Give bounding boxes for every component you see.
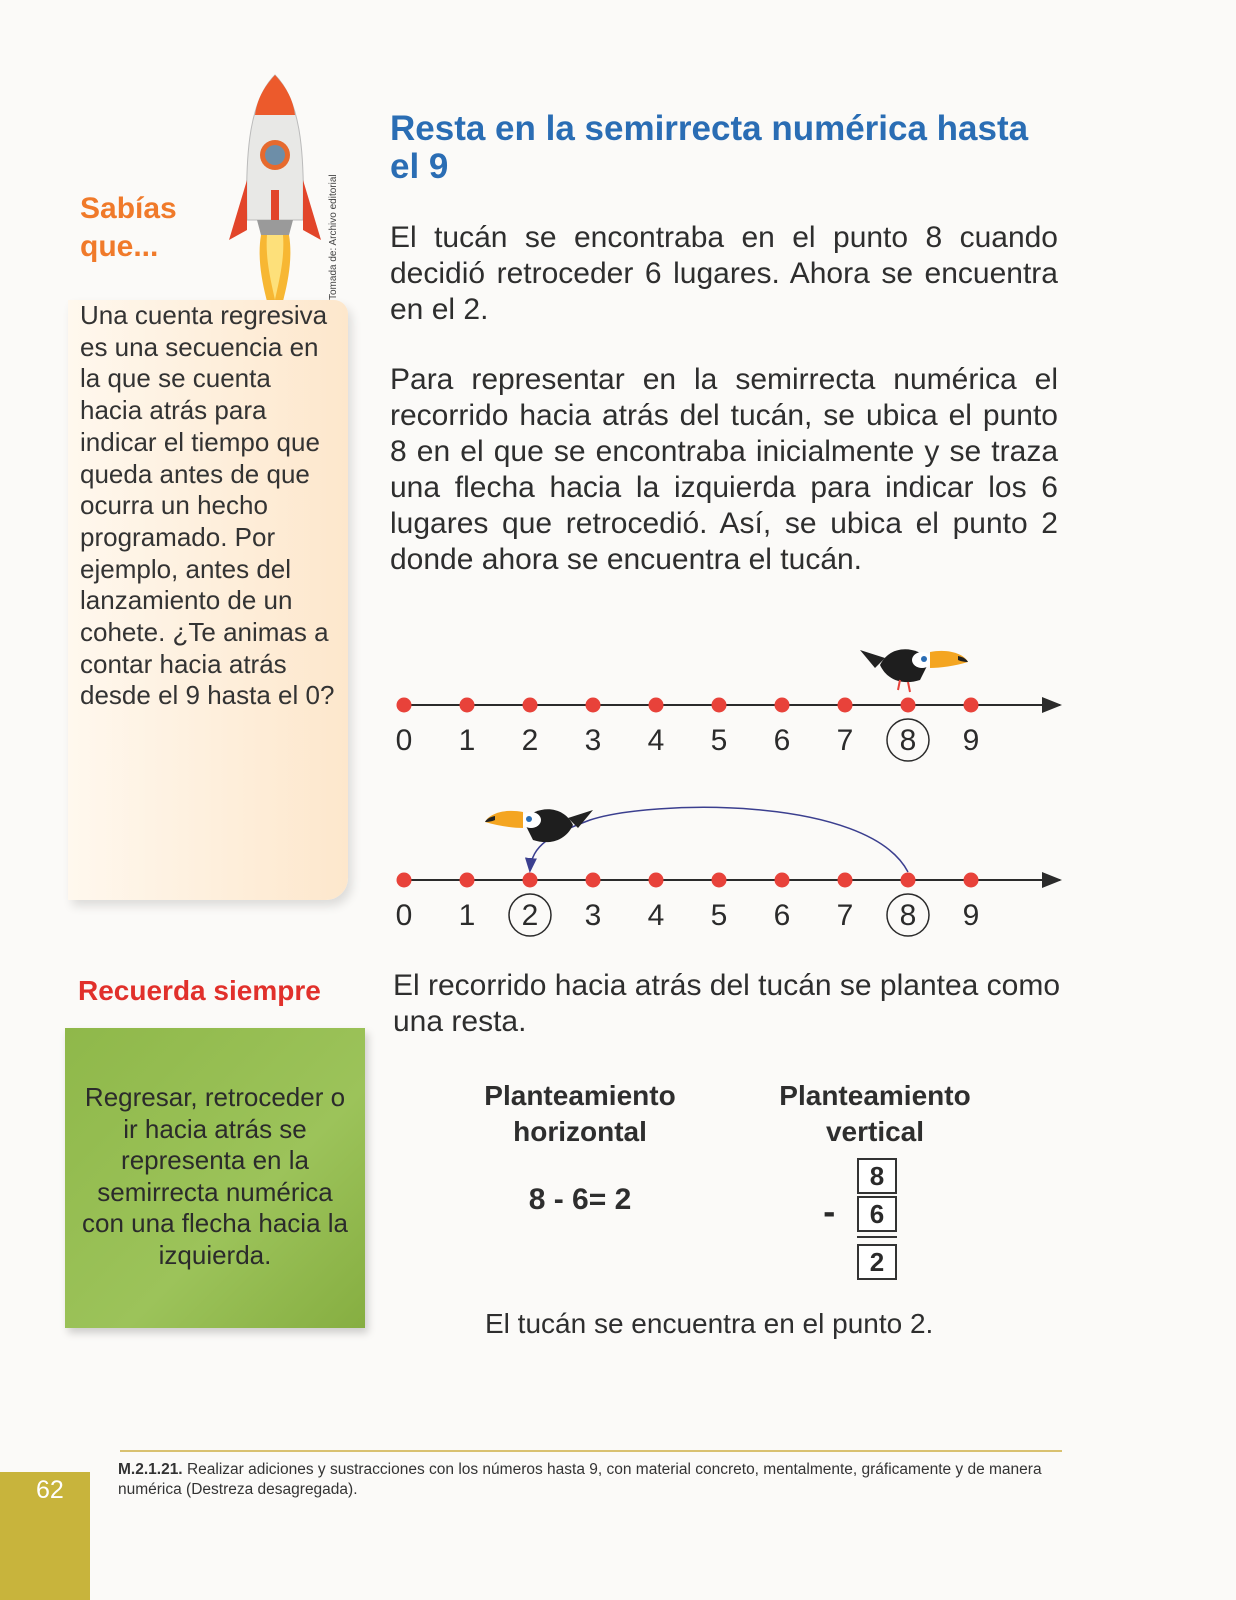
- result-box: 2: [857, 1244, 897, 1280]
- line1-point-5: [712, 698, 727, 713]
- line2-point-6: [775, 873, 790, 888]
- line1-label-0: 0: [395, 724, 413, 757]
- line2-label-5: 5: [710, 899, 728, 932]
- horizontal-heading: Planteamiento horizontal: [484, 1080, 676, 1147]
- recuerda-siempre-text: Regresar, retroceder o ir hacia atrás se representa en la semirrecta numérica con una flecha hacia la izquierda.: [82, 1082, 348, 1270]
- horizontal-equation: 8 - 6= 2: [528, 1183, 632, 1216]
- recuerda-siempre-title: Recuerda siempre: [78, 975, 321, 1006]
- line2-label-7: 7: [836, 899, 854, 932]
- conclusion-text: El tucán se encuentra en el punto 2.: [485, 1308, 934, 1339]
- line2-point-9: [964, 873, 979, 888]
- line1-label-2: 2: [521, 724, 539, 757]
- curriculum-standard: [118, 1460, 1058, 1500]
- line1-label-9: 9: [962, 724, 980, 757]
- line2-label-2: 2: [521, 899, 539, 932]
- intro-paragraph: El tucán se encontraba en el punto 8 cuando decidió retroceder 6 lugares. Ahora se encuentra en el 2.: [390, 221, 1058, 326]
- line1-point-7: [838, 698, 853, 713]
- line2-label-6: 6: [773, 899, 791, 932]
- line2-point-3: [586, 873, 601, 888]
- image-credit: Tomada de: Archivo editorial: [328, 174, 339, 300]
- toucan-icon: [860, 649, 968, 692]
- explanation-paragraph: Para representar en la semirrecta numérica el recorrido hacia atrás del tucán, se ubica el punto 8 en el que se encontraba inicialmente y se traza una flecha hacia la izquierda para indicar los 6 lugares que retrocedió. Así, se ubica el punto 2 donde ahora se encuentra el tucán.: [390, 363, 1058, 576]
- number-line-start: [396, 698, 1060, 762]
- line1-label-6: 6: [773, 724, 791, 757]
- sabias-que-text: Una cuenta regresiva es una secuencia en la que se cuenta hacia atrás para indicar el tiempo que queda antes de que ocurra un hecho programado. Por ejemplo, antes del lanzamiento de un cohete. ¿Te animas a contar hacia atrás desde el 9 hasta el 0?: [80, 300, 335, 711]
- line1-point-1: [460, 698, 475, 713]
- line2-point-2: [523, 873, 538, 888]
- line1-point-3: [586, 698, 601, 713]
- subtraction-intro: El recorrido hacia atrás del tucán se plantea como una resta.: [393, 969, 1061, 1038]
- line1-point-8: [901, 698, 916, 713]
- line1-point-0: [397, 698, 412, 713]
- line2-label-4: 4: [647, 899, 665, 932]
- line2-point-1: [460, 873, 475, 888]
- line1-label-8: 8: [899, 724, 917, 757]
- line1-point-4: [649, 698, 664, 713]
- line2-label-0: 0: [395, 899, 413, 932]
- result-rule: [857, 1236, 897, 1238]
- line1-point-9: [964, 698, 979, 713]
- line2-point-8: [901, 873, 916, 888]
- standard-code: M.2.1.21.: [118, 1461, 183, 1478]
- line1-label-5: 5: [710, 724, 728, 757]
- line2-point-5: [712, 873, 727, 888]
- line2-point-7: [838, 873, 853, 888]
- line2-label-8: 8: [899, 899, 917, 932]
- line1-point-6: [775, 698, 790, 713]
- line2-label-9: 9: [962, 899, 980, 932]
- line1-label-4: 4: [647, 724, 665, 757]
- sabias-que-title: Sabías que...: [80, 192, 177, 263]
- line2-point-0: [397, 873, 412, 888]
- vertical-heading: Planteamiento vertical: [779, 1080, 971, 1147]
- page-number: 62: [36, 1476, 64, 1504]
- subtrahend-box: 6: [857, 1196, 897, 1232]
- line1-label-1: 1: [458, 724, 476, 757]
- number-line-diagram: [380, 630, 1080, 950]
- minuend-box: 8: [857, 1158, 897, 1194]
- line1-label-3: 3: [584, 724, 602, 757]
- toucan-icon: [485, 809, 593, 842]
- line1-label-7: 7: [836, 724, 854, 757]
- line1-point-2: [523, 698, 538, 713]
- minus-sign: -: [823, 1196, 836, 1231]
- number-line-jump: [396, 807, 1060, 936]
- standard-text: Realizar adiciones y sustracciones con los números hasta 9, con material concreto, mentalmente, gráficamente y de manera numérica (Destreza desagregada).: [118, 1461, 1042, 1498]
- line2-label-1: 1: [458, 899, 476, 932]
- footer-divider: [120, 1450, 1062, 1452]
- page-title: Resta en la semirrecta numérica hasta el 9: [390, 109, 1029, 186]
- line2-label-3: 3: [584, 899, 602, 932]
- line2-point-4: [649, 873, 664, 888]
